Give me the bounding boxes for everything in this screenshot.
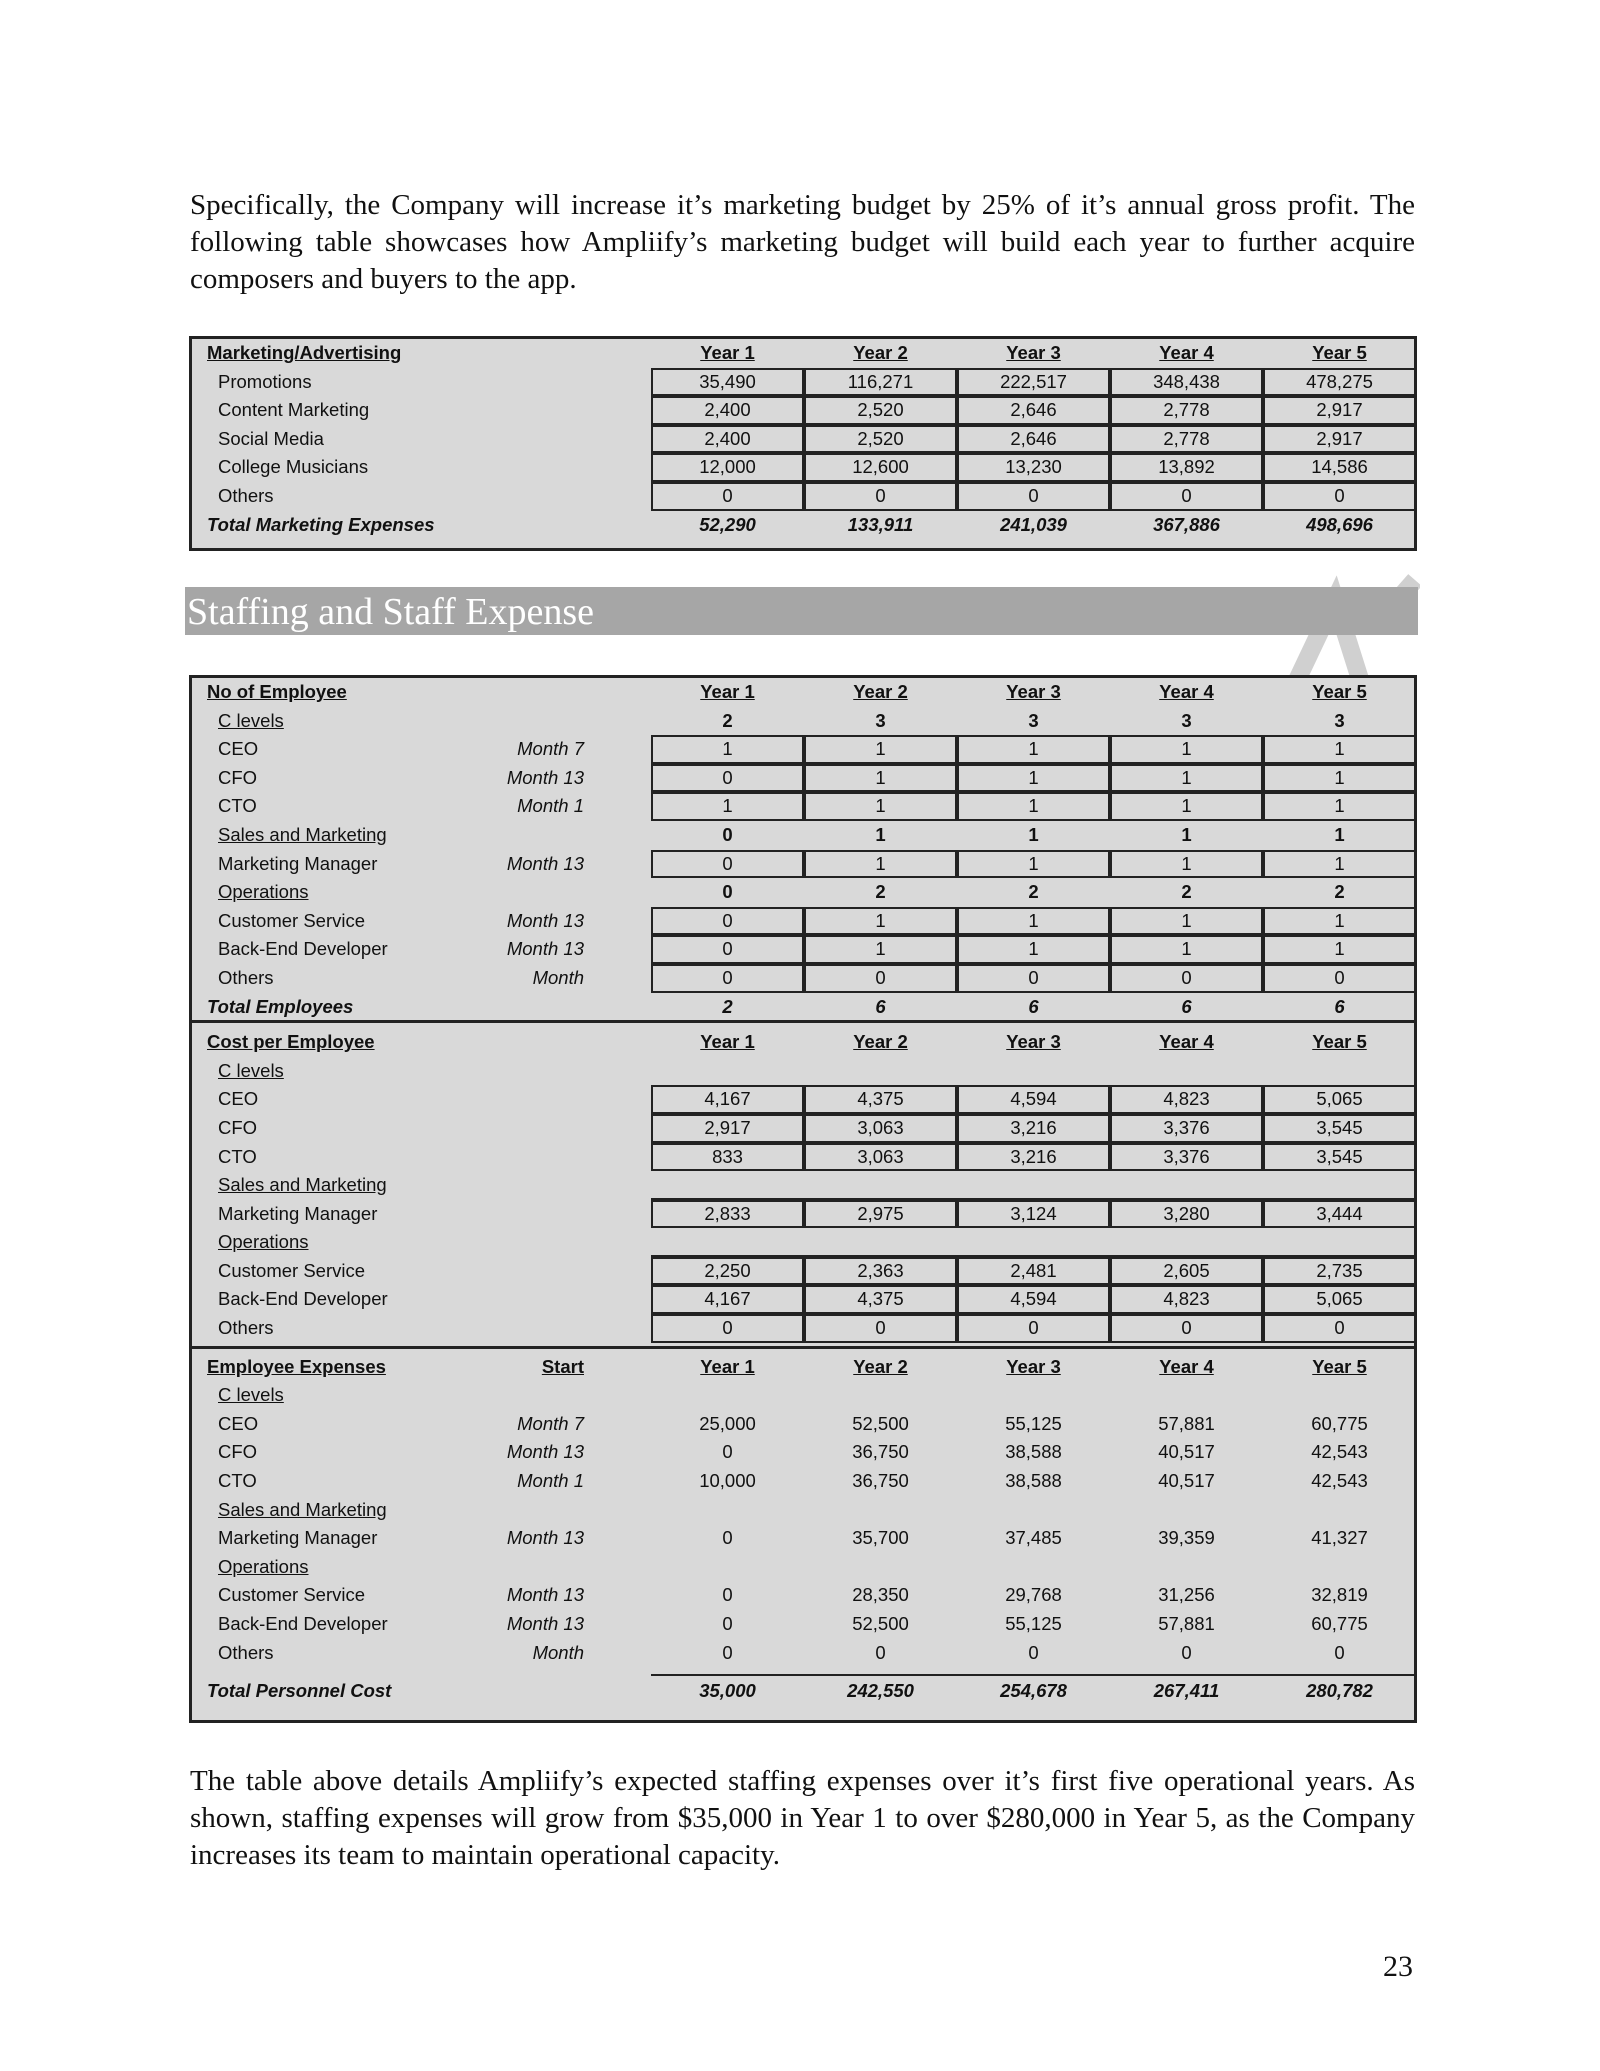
table-row [192,1581,1414,1610]
value-cell: 36,750 [852,1441,909,1463]
total-cell: 6 [1334,995,1345,1017]
value-cell: 12,000 [651,453,804,482]
value-cell: 4,594 [957,1085,1110,1114]
value-cell: 2,250 [651,1257,804,1286]
value-cell: 3,280 [1110,1200,1263,1229]
value-cell: 1 [875,823,886,845]
value-cell: 37,485 [1005,1527,1062,1549]
value-cell: 4,375 [804,1285,957,1314]
expenses-header-row [192,1353,1414,1382]
start-cell: Month 13 [506,1527,584,1549]
value-cell: 3,063 [804,1114,957,1143]
value-cell: 60,775 [1311,1613,1368,1634]
row-label: Others [218,1317,274,1339]
table-row [192,907,1414,936]
start-cell: Month 1 [517,1470,584,1492]
value-cell: 52,500 [852,1412,909,1434]
row-label: CEO [218,1088,259,1110]
year-header: Year 3 [1006,1031,1061,1053]
group-row [192,1171,1414,1200]
value-cell: 3,063 [804,1143,957,1172]
value-cell: 0 [1181,1641,1192,1663]
value-cell: 28,350 [852,1584,909,1606]
group-row [192,1381,1414,1410]
value-cell: 2,481 [957,1257,1110,1286]
value-cell: 36,750 [852,1470,909,1492]
group-label: Operations [218,1231,309,1253]
value-cell: 1 [957,735,1110,764]
table-row [192,1410,1414,1439]
year-header: Year 1 [700,681,755,702]
value-cell: 2,917 [1263,425,1416,454]
value-cell: 0 [722,881,733,903]
value-cell: 4,594 [957,1285,1110,1314]
marketing-header-row [192,339,1414,368]
table-row [192,1143,1414,1172]
value-cell: 4,167 [651,1085,804,1114]
value-cell: 3,545 [1263,1114,1416,1143]
group-row [192,1553,1414,1582]
start-cell: Month 13 [506,766,584,788]
value-cell: 1 [1028,823,1039,845]
year-header: Year 5 [1312,342,1367,363]
value-cell: 1 [1263,792,1416,821]
value-cell: 0 [1263,482,1416,511]
row-label: Marketing Manager [218,1527,378,1549]
value-cell: 0 [1263,964,1416,993]
group-label: Sales and Marketing [218,1498,387,1520]
total-cell: 498,696 [1306,513,1373,535]
value-cell: 40,517 [1158,1441,1215,1463]
value-cell: 3,444 [1263,1200,1416,1229]
value-cell: 2 [1028,881,1039,903]
value-cell: 1 [1263,935,1416,964]
employees-header-row [192,678,1414,707]
year-header: Year 1 [700,1355,755,1377]
value-cell: 0 [1028,1641,1039,1663]
value-cell: 0 [651,850,804,879]
value-cell: 40,517 [1158,1470,1215,1492]
value-cell: 14,586 [1263,453,1416,482]
group-label: C levels [218,1384,284,1406]
value-cell: 4,823 [1110,1085,1263,1114]
value-cell: 3,545 [1263,1143,1416,1172]
total-cell: 35,000 [699,1680,756,1702]
value-cell: 1 [1110,764,1263,793]
value-cell: 1 [1110,735,1263,764]
start-cell: Month [532,1641,584,1663]
value-cell: 0 [722,1584,733,1606]
value-cell: 0 [1110,964,1263,993]
year-header: Year 5 [1312,1355,1367,1377]
value-cell: 0 [722,1527,733,1549]
table-row [192,1314,1414,1343]
cost-header: Cost per Employee [207,1031,375,1053]
value-cell: 57,881 [1158,1412,1215,1434]
value-cell: 13,230 [957,453,1110,482]
value-cell: 0 [1263,1314,1416,1343]
value-cell: 1 [1110,935,1263,964]
row-label: Others [218,1641,274,1663]
value-cell: 0 [1334,1641,1345,1663]
row-label: CFO [218,1441,258,1463]
year-header: Year 4 [1159,681,1214,702]
year-header: Year 3 [1006,1355,1061,1377]
value-cell: 0 [651,907,804,936]
value-cell: 4,375 [804,1085,957,1114]
value-cell: 0 [722,1613,733,1634]
value-cell: 3 [875,709,886,731]
value-cell: 2,520 [804,396,957,425]
row-label: CTO [218,1145,257,1167]
group-label: C levels [218,1059,284,1081]
table-row [192,1200,1414,1229]
group-row [192,1228,1414,1257]
year-header: Year 4 [1159,1031,1214,1053]
year-header: Year 3 [1006,342,1061,363]
total-label: Total Employees [207,995,354,1017]
value-cell: 2,605 [1110,1257,1263,1286]
start-cell: Month 7 [517,738,584,760]
value-cell: 1 [957,935,1110,964]
row-label: CTO [218,1470,257,1492]
value-cell: 0 [1110,482,1263,511]
value-cell: 4,167 [651,1285,804,1314]
value-cell: 1 [1263,850,1416,879]
value-cell: 2,400 [651,425,804,454]
value-cell: 2,646 [957,396,1110,425]
value-cell: 833 [651,1143,804,1172]
value-cell: 0 [875,1641,886,1663]
value-cell: 39,359 [1158,1527,1215,1549]
table-row [192,792,1414,821]
table-row [192,1610,1414,1639]
total-row [192,993,1414,1022]
table-row [192,1085,1414,1114]
value-cell: 60,775 [1311,1412,1368,1434]
row-label: Social Media [218,427,324,449]
value-cell: 0 [722,823,733,845]
year-header: Year 1 [700,1031,755,1053]
value-cell: 10,000 [699,1470,756,1492]
value-cell: 2,833 [651,1200,804,1229]
start-cell: Month 13 [506,1613,584,1634]
value-cell: 1 [1110,907,1263,936]
total-cell: 133,911 [847,513,914,535]
value-cell: 116,271 [804,368,957,397]
value-cell: 1 [804,850,957,879]
page-number: 23 [1383,1950,1413,1983]
value-cell: 1 [804,735,957,764]
total-cell: 254,678 [1000,1680,1067,1702]
year-header: Year 3 [1006,681,1061,702]
total-cell: 280,782 [1306,1680,1373,1702]
marketing-header: Marketing/Advertising [207,342,402,363]
start-cell: Month 13 [506,909,584,931]
employees-header: No of Employee [207,681,347,702]
year-header: Year 1 [700,342,755,363]
value-cell: 0 [651,1314,804,1343]
row-label: Customer Service [218,909,366,931]
value-cell: 29,768 [1005,1584,1062,1606]
year-header: Year 4 [1159,342,1214,363]
start-header: Start [541,1355,584,1377]
value-cell: 0 [651,935,804,964]
value-cell: 222,517 [957,368,1110,397]
value-cell: 35,700 [852,1527,909,1549]
value-cell: 13,892 [1110,453,1263,482]
value-cell: 1 [651,792,804,821]
row-label: Back-End Developer [218,938,388,960]
table-row [192,425,1414,454]
value-cell: 3,216 [957,1143,1110,1172]
start-cell: Month 1 [517,795,584,817]
year-header: Year 5 [1312,1031,1367,1053]
group-label: Operations [218,881,309,903]
row-label: CFO [218,766,258,788]
start-cell: Month 7 [517,1412,584,1434]
start-cell: Month [532,966,584,988]
table-row [192,1438,1414,1467]
table-row [192,482,1414,511]
value-cell: 1 [1263,764,1416,793]
value-cell: 1 [957,764,1110,793]
value-cell: 35,490 [651,368,804,397]
divider [192,1346,1414,1349]
total-cell: 267,411 [1153,1680,1220,1702]
table-row [192,1285,1414,1314]
value-cell: 348,438 [1110,368,1263,397]
table-row [192,368,1414,397]
divider [651,1674,1416,1676]
value-cell: 478,275 [1263,368,1416,397]
group-label: C levels [218,709,284,731]
row-label: Back-End Developer [218,1613,388,1634]
value-cell: 0 [957,1314,1110,1343]
table-row [192,1524,1414,1553]
value-cell: 3,216 [957,1114,1110,1143]
total-row [192,511,1414,540]
value-cell: 2 [875,881,886,903]
table-row [192,764,1414,793]
row-label: College Musicians [218,456,369,478]
value-cell: 2,520 [804,425,957,454]
intro-paragraph: Specifically, the Company will increase it’s marketing budget by 25% of it’s annual gross profit. The following table showcases how Ampliify’s marketing budget will build each year to further acquire composers and buyers to the app. [190,189,1415,295]
value-cell: 12,600 [804,453,957,482]
table-row [192,1639,1414,1668]
value-cell: 1 [1263,907,1416,936]
value-cell: 2 [1181,881,1192,903]
closing-paragraph: The table above details Ampliify’s expected staffing expenses over it’s first five operational years. As shown, staffing expenses will grow from $35,000 in Year 1 to over $280,000 in Year 5, as the Company increases its team to maintain operational capacity. [190,1765,1415,1871]
value-cell: 55,125 [1005,1613,1062,1634]
value-cell: 3 [1181,709,1192,731]
value-cell: 4,823 [1110,1285,1263,1314]
row-label: Content Marketing [218,399,370,421]
total-cell: 6 [1028,995,1039,1017]
value-cell: 0 [804,1314,957,1343]
table-row [192,735,1414,764]
total-row [192,1677,1414,1706]
value-cell: 1 [957,850,1110,879]
value-cell: 0 [957,964,1110,993]
table-row [192,935,1414,964]
start-cell: Month 13 [506,852,584,874]
value-cell: 0 [651,964,804,993]
value-cell: 0 [804,964,957,993]
value-cell: 2 [722,709,733,731]
value-cell: 1 [651,735,804,764]
group-label: Sales and Marketing [218,1174,387,1196]
value-cell: 52,500 [852,1613,909,1634]
value-cell: 0 [1110,1314,1263,1343]
row-label: Others [218,966,274,988]
divider [192,1020,1414,1023]
year-header: Year 5 [1312,681,1367,702]
cost-header-row [192,1028,1414,1057]
section-title: Staffing and Staff Expense [185,587,1418,635]
table-row [192,1257,1414,1286]
total-label: Total Personnel Cost [207,1680,392,1702]
row-label: Customer Service [218,1584,366,1606]
value-cell: 5,065 [1263,1285,1416,1314]
group-row [192,1057,1414,1086]
value-cell: 0 [957,482,1110,511]
total-cell: 367,886 [1153,513,1220,535]
total-cell: 2 [722,995,733,1017]
row-label: CFO [218,1116,258,1138]
year-header: Year 2 [853,1031,908,1053]
staffing-table [189,675,1417,1723]
value-cell: 3,376 [1110,1143,1263,1172]
value-cell: 2,778 [1110,396,1263,425]
value-cell: 2,917 [1263,396,1416,425]
table-row [192,850,1414,879]
table-row [192,1467,1414,1496]
value-cell: 38,588 [1005,1441,1062,1463]
value-cell: 0 [651,764,804,793]
total-label: Total Marketing Expenses [207,513,435,535]
value-cell: 0 [804,482,957,511]
row-label: Back-End Developer [218,1288,388,1310]
value-cell: 2,400 [651,396,804,425]
row-label: Customer Service [218,1259,366,1281]
value-cell: 1 [957,792,1110,821]
value-cell: 1 [804,792,957,821]
value-cell: 55,125 [1005,1412,1062,1434]
value-cell: 1 [804,907,957,936]
row-label: CEO [218,1412,259,1434]
row-label: Promotions [218,370,312,392]
value-cell: 41,327 [1311,1527,1368,1549]
value-cell: 1 [1181,823,1192,845]
group-label: Operations [218,1555,309,1577]
value-cell: 1 [804,935,957,964]
value-cell: 2,363 [804,1257,957,1286]
value-cell: 2,646 [957,425,1110,454]
start-cell: Month 13 [506,938,584,960]
value-cell: 2,735 [1263,1257,1416,1286]
value-cell: 3,124 [957,1200,1110,1229]
total-cell: 6 [1181,995,1192,1017]
value-cell: 1 [1334,823,1345,845]
value-cell: 32,819 [1311,1584,1368,1606]
value-cell: 3 [1028,709,1039,731]
value-cell: 1 [1263,735,1416,764]
year-header: Year 2 [853,1355,908,1377]
value-cell: 0 [651,482,804,511]
value-cell: 2,975 [804,1200,957,1229]
value-cell: 2,917 [651,1114,804,1143]
row-label: Marketing Manager [218,852,378,874]
table-row [192,396,1414,425]
group-row [192,707,1414,736]
value-cell: 1 [957,907,1110,936]
value-cell: 25,000 [699,1412,756,1434]
marketing-table [189,336,1417,551]
row-label: Others [218,484,274,506]
table-row [192,453,1414,482]
value-cell: 1 [804,764,957,793]
year-header: Year 4 [1159,1355,1214,1377]
value-cell: 38,588 [1005,1470,1062,1492]
year-header: Year 2 [853,342,908,363]
value-cell: 31,256 [1158,1584,1215,1606]
value-cell: 5,065 [1263,1085,1416,1114]
value-cell: 1 [1110,850,1263,879]
total-cell: 242,550 [847,1680,914,1702]
table-row [192,964,1414,993]
value-cell: 42,543 [1311,1441,1368,1463]
expenses-header: Employee Expenses [207,1355,386,1377]
start-cell: Month 13 [506,1441,584,1463]
row-label: Marketing Manager [218,1202,378,1224]
group-row [192,878,1414,907]
row-label: CTO [218,795,257,817]
group-row [192,1496,1414,1525]
value-cell: 1 [1110,792,1263,821]
value-cell: 57,881 [1158,1613,1215,1634]
value-cell: 0 [722,1441,733,1463]
value-cell: 42,543 [1311,1470,1368,1492]
total-cell: 52,290 [699,513,756,535]
value-cell: 2 [1334,881,1345,903]
group-label: Sales and Marketing [218,823,387,845]
year-header: Year 2 [853,681,908,702]
value-cell: 0 [722,1641,733,1663]
start-cell: Month 13 [506,1584,584,1606]
group-row [192,821,1414,850]
row-label: CEO [218,738,259,760]
value-cell: 3,376 [1110,1114,1263,1143]
total-cell: 6 [875,995,886,1017]
value-cell: 2,778 [1110,425,1263,454]
value-cell: 3 [1334,709,1345,731]
table-row [192,1114,1414,1143]
total-cell: 241,039 [1000,513,1067,535]
